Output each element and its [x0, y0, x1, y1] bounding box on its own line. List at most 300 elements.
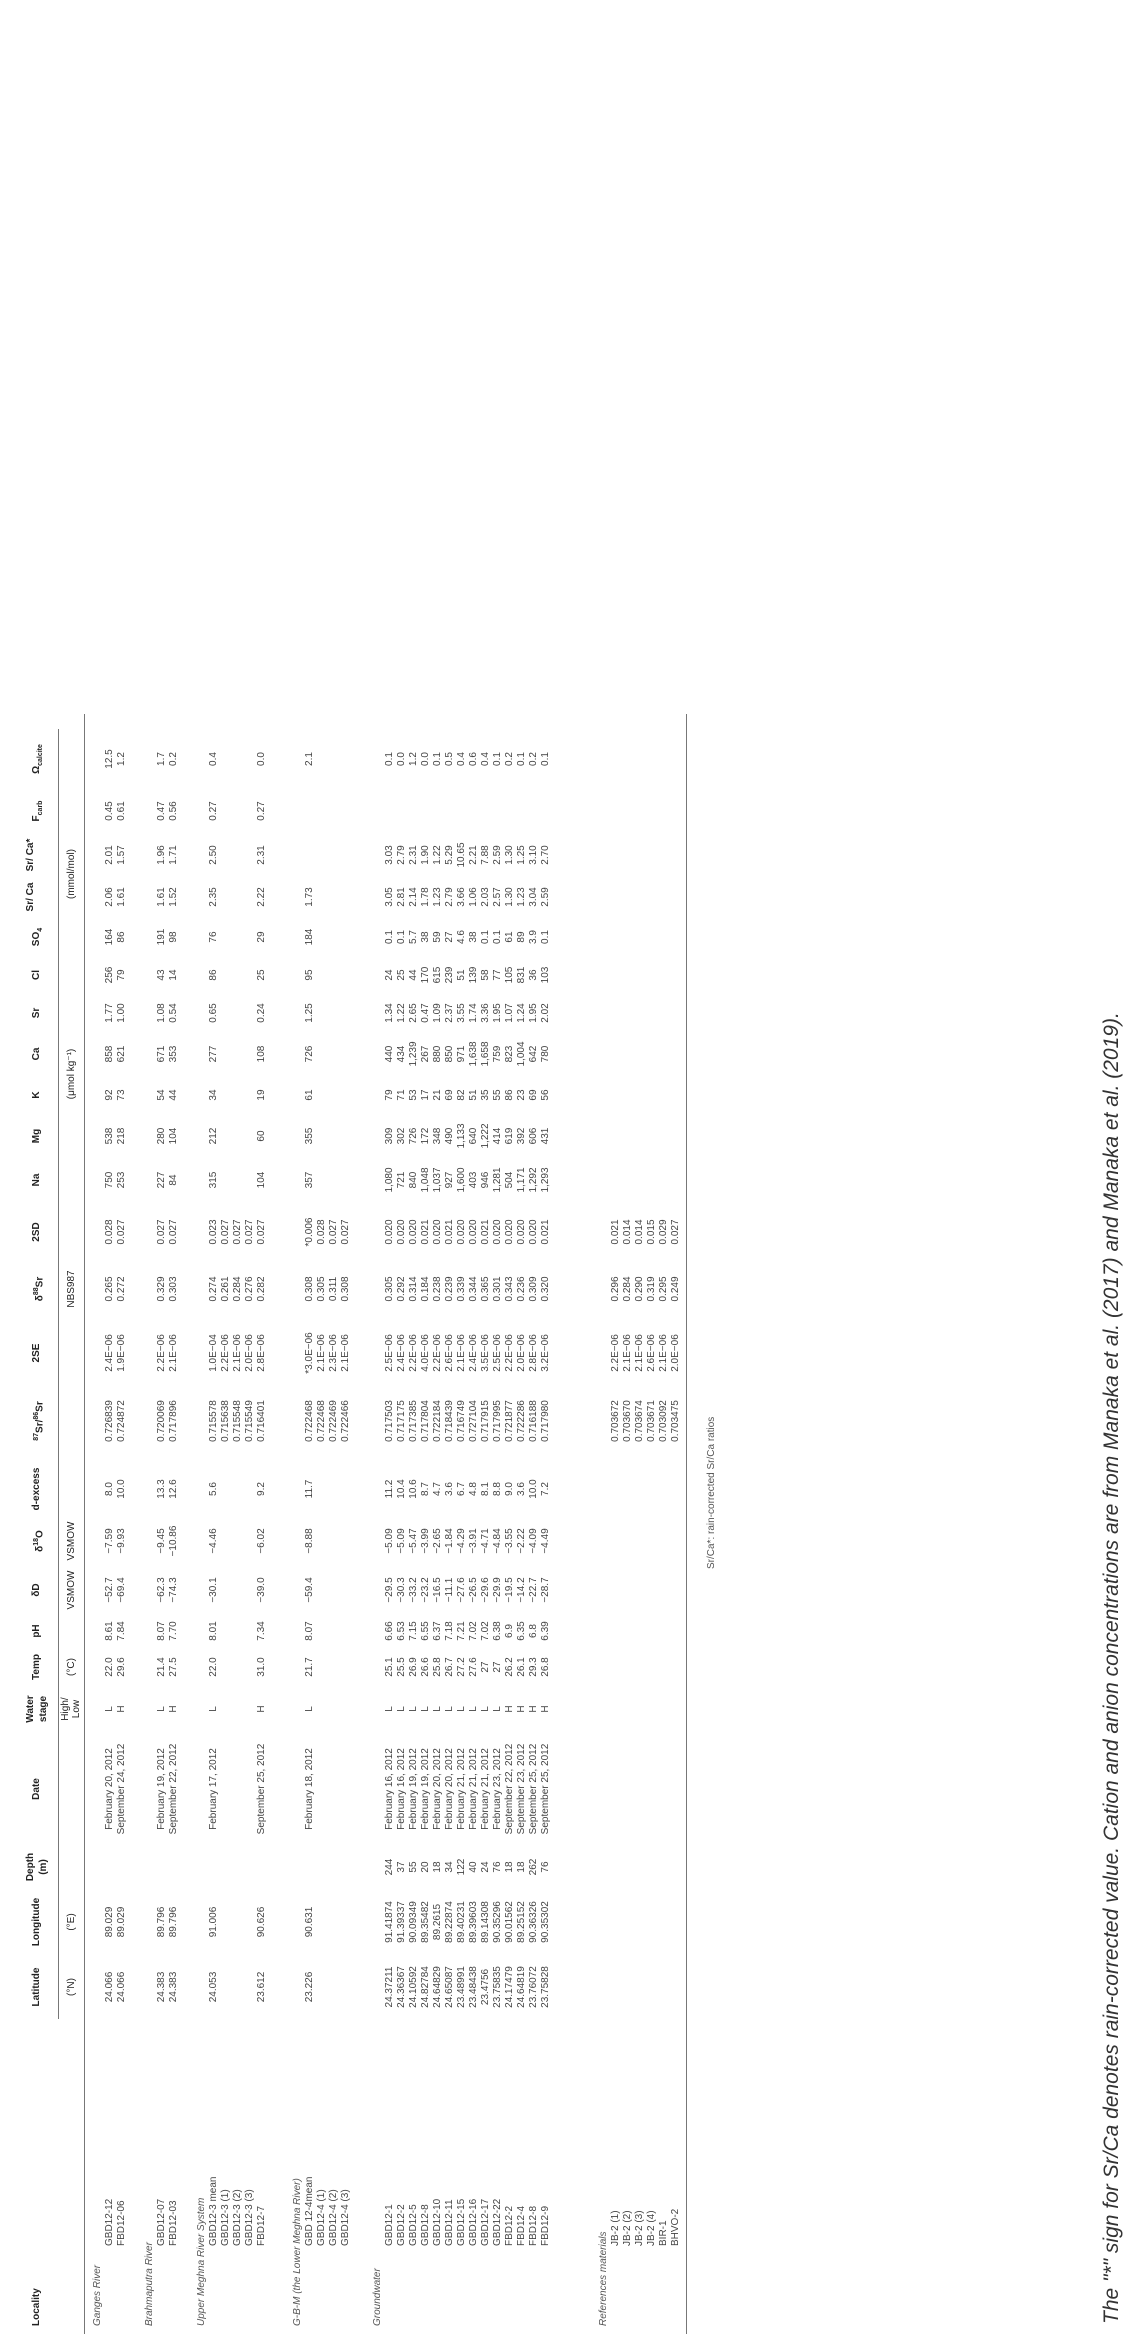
cell-name: GBD 12-4mean	[304, 2176, 315, 2246]
cell-sd: 0.021	[480, 1219, 491, 1245]
cell-sd: 0.029	[658, 1219, 669, 1245]
cell-dD: −69.4	[116, 1577, 127, 1603]
cell-se: 2.1E−06	[340, 1334, 351, 1372]
cell-ca: 1,658	[480, 1041, 491, 1067]
cell-depth: 40	[468, 1861, 479, 1873]
cell-srcas: 2.70	[540, 845, 551, 865]
header-latitude: Latitude	[31, 1967, 42, 2007]
cell-se: 2.1E−06	[316, 1334, 327, 1372]
cell-ca: 726	[304, 1045, 315, 1063]
header-ph: pH	[31, 1624, 42, 1638]
cell-lon: 90.36326	[528, 1901, 539, 1943]
cell-srv: 0.24	[256, 1003, 267, 1023]
cell-sr: 0.703672	[610, 1400, 621, 1442]
cell-srcas: 3.03	[384, 845, 395, 865]
cell-srcas: 10.65	[456, 842, 467, 868]
cell-so4: 184	[304, 928, 315, 946]
cell-k: 56	[540, 1089, 551, 1101]
cell-dex: 8.7	[420, 1482, 431, 1496]
header-sr: Sr	[31, 1007, 42, 1019]
cell-so4: 164	[104, 928, 115, 946]
cell-lon: 91.006	[208, 1906, 219, 1938]
cell-srca: 2.57	[492, 887, 503, 907]
footnote: Sr/Ca*: rain-corrected Sr/Ca ratios	[706, 1416, 717, 1569]
cell-ca: 880	[432, 1045, 443, 1063]
cell-se: 2.5E−06	[492, 1334, 503, 1372]
cell-d18O: −4.09	[528, 1528, 539, 1554]
cell-dD: −33.2	[408, 1577, 419, 1603]
header-2sd: 2SD	[31, 1222, 42, 1242]
cell-dD: −27.6	[456, 1577, 467, 1603]
cell-om: 1.2	[116, 752, 127, 766]
cell-name: JB-2 (2)	[622, 2210, 633, 2246]
cell-srca: 2.06	[104, 887, 115, 907]
header-dexcess: d-excess	[31, 1467, 42, 1511]
cell-d88: 0.284	[622, 1276, 633, 1302]
cell-ca: 277	[208, 1045, 219, 1063]
cell-temp: 21.7	[304, 1657, 315, 1677]
cell-srv: 0.47	[420, 1003, 431, 1023]
cell-so4: 0.1	[492, 930, 503, 944]
cell-ca: 823	[504, 1045, 515, 1063]
cell-sr: 0.722466	[340, 1400, 351, 1442]
header-ca: Ca	[31, 1047, 42, 1061]
cell-stage: L	[444, 1706, 455, 1712]
cell-lat: 24.64829	[432, 1966, 443, 2008]
cell-lat: 24.066	[116, 1971, 127, 2003]
cell-name: FBD12-8	[528, 2205, 539, 2246]
cell-mg: 392	[516, 1127, 527, 1145]
cell-lat: 24.383	[156, 1971, 167, 2003]
cell-k: 44	[168, 1089, 179, 1101]
cell-sr: 0.717896	[168, 1400, 179, 1442]
cell-lon: 89.22874	[444, 1901, 455, 1943]
cell-name: GBD12-15	[456, 2198, 467, 2246]
cell-cl: 77	[492, 969, 503, 981]
cell-d18O: −1.84	[444, 1528, 455, 1554]
cell-dex: 9.2	[256, 1482, 267, 1496]
cell-name: GBD12-4 (2)	[328, 2189, 339, 2246]
cell-name: GBD12-3 mean	[208, 2176, 219, 2246]
cell-d18O: −4.84	[492, 1528, 503, 1554]
cell-lat: 24.65087	[444, 1966, 455, 2008]
cell-d88: 0.276	[244, 1276, 255, 1302]
cell-na: 1,080	[384, 1167, 395, 1193]
cell-sd: 0.027	[328, 1219, 339, 1245]
cell-stage: H	[540, 1705, 551, 1713]
cell-sd: 0.021	[444, 1219, 455, 1245]
header-depth: Depth (m)	[25, 1852, 49, 1882]
cell-stage: L	[104, 1706, 115, 1712]
cell-dD: −74.3	[168, 1577, 179, 1603]
cell-lat: 24.17479	[504, 1966, 515, 2008]
cell-om: 0.4	[480, 752, 491, 766]
cell-sd: 0.014	[622, 1219, 633, 1245]
cell-dex: 13.3	[156, 1479, 167, 1499]
cell-srcas: 2.79	[396, 845, 407, 865]
cell-depth: 18	[504, 1861, 515, 1873]
cell-lon: 91.41874	[384, 1901, 395, 1943]
group-upper-meghna: Upper Meghna River System	[196, 2197, 207, 2326]
cell-dex: 10.6	[408, 1479, 419, 1499]
cell-lon: 89.25152	[516, 1901, 527, 1943]
cell-sr: 0.715548	[232, 1400, 243, 1442]
cell-so4: 27	[444, 931, 455, 943]
header-omega: $\Omega_{calcite}$	[31, 744, 44, 774]
cell-name: JB-2 (1)	[610, 2210, 621, 2246]
cell-dex: 8.1	[480, 1482, 491, 1496]
cell-ph: 6.9	[504, 1624, 515, 1638]
cell-name: GBD12-1	[384, 2204, 395, 2246]
cell-ph: 7.84	[116, 1621, 127, 1641]
cell-srv: 0.54	[168, 1003, 179, 1023]
cell-depth: 55	[408, 1861, 419, 1873]
cell-stage: H	[256, 1705, 267, 1713]
cell-date: September 22, 2012	[168, 1743, 179, 1835]
cell-name: GBD12-12	[104, 2198, 115, 2246]
cell-d18O: −10.86	[168, 1525, 179, 1557]
cell-sd: 0.027	[156, 1219, 167, 1245]
cell-ca: 1,239	[408, 1041, 419, 1067]
cell-d88: 0.305	[316, 1276, 327, 1302]
cell-date: September 25, 2012	[540, 1743, 551, 1835]
cell-sr: 0.717980	[540, 1400, 551, 1442]
cell-depth: 262	[528, 1858, 539, 1876]
cell-k: 61	[304, 1089, 315, 1101]
cell-mg: 104	[168, 1127, 179, 1145]
cell-lat: 23.76072	[528, 1966, 539, 2008]
cell-lat: 24.37211	[384, 1966, 395, 2008]
units-rule	[84, 714, 85, 2334]
cell-date: February 16, 2012	[396, 1748, 407, 1830]
cell-sd: 0.020	[456, 1219, 467, 1245]
cell-se: *3.0E−06	[304, 1332, 315, 1374]
cell-lon: 89.39603	[468, 1901, 479, 1943]
cell-d88: 0.344	[468, 1276, 479, 1302]
cell-temp: 27	[480, 1661, 491, 1673]
cell-mg: 355	[304, 1127, 315, 1145]
cell-mg: 431	[540, 1127, 551, 1145]
cell-stage: L	[304, 1706, 315, 1712]
cell-ph: 7.02	[480, 1621, 491, 1641]
cell-k: 86	[504, 1089, 515, 1101]
cell-sr: 0.722468	[304, 1400, 315, 1442]
unit-longitude: (°E)	[66, 1913, 77, 1931]
cell-depth: 122	[456, 1858, 467, 1876]
cell-so4: 86	[116, 931, 127, 943]
cell-temp: 22.0	[208, 1657, 219, 1677]
cell-srv: 0.65	[208, 1003, 219, 1023]
cell-date: September 22, 2012	[504, 1743, 515, 1835]
cell-se: 2.1E−06	[658, 1334, 669, 1372]
cell-so4: 0.1	[384, 930, 395, 944]
cell-dD: −62.3	[156, 1577, 167, 1603]
cell-se: 2.4E−06	[396, 1334, 407, 1372]
cell-sd: 0.027	[116, 1219, 127, 1245]
cell-ph: 7.18	[444, 1621, 455, 1641]
cell-sr: 0.717915	[480, 1400, 491, 1442]
cell-dD: −29.9	[492, 1577, 503, 1603]
cell-ca: 858	[104, 1045, 115, 1063]
cell-sr: 0.703475	[670, 1400, 681, 1442]
cell-temp: 27.5	[168, 1657, 179, 1677]
cell-sr: 0.715549	[244, 1400, 255, 1442]
cell-so4: 5.7	[408, 930, 419, 944]
cell-d88: 0.305	[384, 1276, 395, 1302]
group-references: References materials	[598, 2231, 609, 2326]
cell-lon: 89.2615	[432, 1903, 443, 1941]
cell-temp: 26.6	[420, 1657, 431, 1677]
cell-name: GBD12-07	[156, 2198, 167, 2246]
header-srca: Sr/ Ca	[25, 882, 36, 912]
cell-fc: 0.56	[168, 801, 179, 821]
group-ganges: Ganges River	[92, 2264, 103, 2326]
cell-cl: 103	[540, 966, 551, 984]
cell-mg: 309	[384, 1127, 395, 1145]
cell-sr: 0.718439	[444, 1400, 455, 1442]
cell-se: 2.0E−06	[670, 1334, 681, 1372]
cell-om: 0.4	[456, 752, 467, 766]
cell-na: 253	[116, 1171, 127, 1189]
cell-ca: 621	[116, 1045, 127, 1063]
header-rule	[58, 729, 59, 2019]
cell-srv: 1.00	[116, 1003, 127, 1023]
cell-stage: H	[528, 1705, 539, 1713]
cell-dD: −52.7	[104, 1577, 115, 1603]
cell-srcas: 1.30	[504, 845, 515, 865]
cell-date: February 21, 2012	[456, 1748, 467, 1830]
cell-name: FBD12-7	[256, 2205, 267, 2246]
cell-na: 927	[444, 1171, 455, 1189]
cell-srv: 1.24	[516, 1003, 527, 1023]
cell-sr: 0.722184	[432, 1400, 443, 1442]
cell-se: 2.1E−06	[622, 1334, 633, 1372]
cell-mg: 640	[468, 1127, 479, 1145]
cell-se: 2.0E−06	[516, 1334, 527, 1372]
cell-fc: 0.27	[256, 801, 267, 821]
cell-om: 0.0	[256, 752, 267, 766]
unit-water-stage: High/ Low	[60, 1697, 82, 1721]
cell-dex: 6.7	[456, 1482, 467, 1496]
cell-temp: 27.2	[456, 1657, 467, 1677]
cell-na: 721	[396, 1171, 407, 1189]
cell-name: GBD12-17	[480, 2198, 491, 2246]
cell-srcas: 1.57	[116, 845, 127, 865]
cell-name: JB-2 (4)	[646, 2210, 657, 2246]
cell-d88: 0.339	[456, 1276, 467, 1302]
cell-srv: 1.07	[504, 1003, 515, 1023]
cell-sd: 0.015	[646, 1219, 657, 1245]
cell-so4: 0.1	[540, 930, 551, 944]
cell-dD: −23.2	[420, 1577, 431, 1603]
cell-mg: 1,133	[456, 1123, 467, 1149]
cell-depth: 34	[444, 1861, 455, 1873]
cell-srv: 1.74	[468, 1003, 479, 1023]
cell-d88: 0.329	[156, 1276, 167, 1302]
cell-cl: 51	[456, 969, 467, 981]
cell-k: 17	[420, 1089, 431, 1101]
cell-srcas: 1.25	[516, 845, 527, 865]
cell-sr: 0.716401	[256, 1400, 267, 1442]
cell-mg: 538	[104, 1127, 115, 1145]
cell-d18O: −5.09	[384, 1528, 395, 1554]
cell-om: 0.2	[168, 752, 179, 766]
cell-k: 35	[480, 1089, 491, 1101]
cell-srv: 2.37	[444, 1003, 455, 1023]
cell-d88: 0.282	[256, 1276, 267, 1302]
cell-date: February 16, 2012	[384, 1748, 395, 1830]
cell-srcas: 2.31	[256, 845, 267, 865]
cell-srcas: 7.88	[480, 845, 491, 865]
cell-fc: 0.27	[208, 801, 219, 821]
cell-name: GBD12-3 (1)	[220, 2189, 231, 2246]
cell-d18O: −6.02	[256, 1528, 267, 1554]
cell-d18O: −3.55	[504, 1528, 515, 1554]
cell-so4: 89	[516, 931, 527, 943]
cell-d88: 0.292	[396, 1276, 407, 1302]
cell-dex: 10.0	[116, 1479, 127, 1499]
cell-temp: 27	[492, 1661, 503, 1673]
cell-d88: 0.261	[220, 1276, 231, 1302]
cell-mg: 218	[116, 1127, 127, 1145]
cell-name: GBD12-4 (3)	[340, 2189, 351, 2246]
cell-lon: 89.40231	[456, 1901, 467, 1943]
cell-sr: 0.721877	[504, 1400, 515, 1442]
cell-name: GBD12-10	[432, 2198, 443, 2246]
cell-ph: 7.21	[456, 1621, 467, 1641]
cell-ph: 7.70	[168, 1621, 179, 1641]
cell-se: 2.2E−06	[408, 1334, 419, 1372]
cell-sr: 0.724872	[116, 1400, 127, 1442]
cell-se: 2.5E−06	[384, 1334, 395, 1372]
cell-cl: 831	[516, 966, 527, 984]
cell-sr: 0.717804	[420, 1400, 431, 1442]
cell-na: 946	[480, 1171, 491, 1189]
cell-dex: 9.0	[504, 1482, 515, 1496]
cell-k: 69	[528, 1089, 539, 1101]
cell-stage: L	[408, 1706, 419, 1712]
cell-d18O: −2.65	[432, 1528, 443, 1554]
cell-ph: 7.34	[256, 1621, 267, 1641]
cell-so4: 59	[432, 931, 443, 943]
cell-se: 2.6E−06	[444, 1334, 455, 1372]
cell-na: 227	[156, 1171, 167, 1189]
cell-ph: 7.15	[408, 1621, 419, 1641]
cell-so4: 0.1	[480, 930, 491, 944]
cell-ca: 671	[156, 1045, 167, 1063]
cell-srv: 2.65	[408, 1003, 419, 1023]
cell-srv: 1.09	[432, 1003, 443, 1023]
unit-dD: VSMOW	[66, 1570, 77, 1610]
cell-lat: 24.64819	[516, 1966, 527, 2008]
cell-d88: 0.184	[420, 1276, 431, 1302]
cell-name: FBD12-9	[540, 2205, 551, 2246]
cell-ph: 6.38	[492, 1621, 503, 1641]
cell-sd: 0.020	[432, 1219, 443, 1245]
cell-lat: 24.36367	[396, 1966, 407, 2008]
cell-date: February 20, 2012	[104, 1748, 115, 1830]
cell-mg: 414	[492, 1127, 503, 1145]
cell-cl: 105	[504, 966, 515, 984]
cell-lon: 90.631	[304, 1906, 315, 1938]
cell-sr: 0.715578	[208, 1400, 219, 1442]
cell-na: 1,600	[456, 1167, 467, 1193]
cell-so4: 191	[156, 928, 167, 946]
cell-cl: 24	[384, 969, 395, 981]
cell-sr: 0.722469	[328, 1400, 339, 1442]
cell-srv: 1.95	[492, 1003, 503, 1023]
cell-d18O: −9.45	[156, 1528, 167, 1554]
cell-depth: 18	[516, 1861, 527, 1873]
cell-srcas: 2.21	[468, 845, 479, 865]
cell-om: 0.6	[468, 752, 479, 766]
cell-se: 4.0E−06	[420, 1334, 431, 1372]
cell-sd: *0.006	[304, 1217, 315, 1247]
cell-cl: 25	[256, 969, 267, 981]
header-temp: Temp	[31, 1654, 42, 1680]
cell-se: 2.0E−06	[244, 1334, 255, 1372]
cell-temp: 29.3	[528, 1657, 539, 1677]
cell-sd: 0.027	[244, 1219, 255, 1245]
cell-lon: 89.14308	[480, 1901, 491, 1943]
cell-stage: L	[480, 1706, 491, 1712]
cell-lon: 89.796	[156, 1906, 167, 1938]
cell-srca: 3.04	[528, 887, 539, 907]
cell-date: February 21, 2012	[480, 1748, 491, 1830]
cell-stage: L	[384, 1706, 395, 1712]
cell-na: 1,037	[432, 1167, 443, 1193]
cell-dex: 5.6	[208, 1482, 219, 1496]
cell-srca: 1.06	[468, 887, 479, 907]
cell-d88: 0.272	[116, 1276, 127, 1302]
cell-ca: 434	[396, 1045, 407, 1063]
cell-lon: 89.029	[116, 1906, 127, 1938]
cell-lat: 24.383	[168, 1971, 179, 2003]
cell-d88: 0.274	[208, 1276, 219, 1302]
cell-cl: 79	[116, 969, 127, 981]
cell-sd: 0.028	[316, 1219, 327, 1245]
cell-temp: 29.6	[116, 1657, 127, 1677]
cell-na: 357	[304, 1171, 315, 1189]
cell-srcas: 3.10	[528, 845, 539, 865]
cell-cl: 170	[420, 966, 431, 984]
header-na: Na	[31, 1173, 42, 1187]
cell-dex: 3.6	[444, 1482, 455, 1496]
cell-dex: 3.6	[516, 1482, 527, 1496]
cell-om: 0.5	[444, 752, 455, 766]
cell-ca: 108	[256, 1045, 267, 1063]
cell-dex: 10.0	[528, 1479, 539, 1499]
cell-sd: 0.020	[528, 1219, 539, 1245]
cell-cl: 86	[208, 969, 219, 981]
cell-sr: 0.703670	[622, 1400, 633, 1442]
cell-dex: 4.8	[468, 1482, 479, 1496]
cell-stage: L	[492, 1706, 503, 1712]
cell-srcas: 1.71	[168, 845, 179, 865]
cell-srcas: 2.50	[208, 845, 219, 865]
cell-d18O: −4.46	[208, 1528, 219, 1554]
cell-depth: 37	[396, 1861, 407, 1873]
cell-so4: 98	[168, 931, 179, 943]
cell-date: February 19, 2012	[420, 1748, 431, 1830]
cell-depth: 18	[432, 1861, 443, 1873]
cell-d18O: −9.93	[116, 1528, 127, 1554]
cell-fc: 0.47	[156, 801, 167, 821]
cell-name: GBD12-16	[468, 2198, 479, 2246]
group-gbm: G-B-M (the Lower Meghna River)	[292, 2178, 303, 2326]
header-d18O: $\delta^{18}O$	[33, 1530, 46, 1552]
cell-dD: −16.5	[432, 1577, 443, 1603]
